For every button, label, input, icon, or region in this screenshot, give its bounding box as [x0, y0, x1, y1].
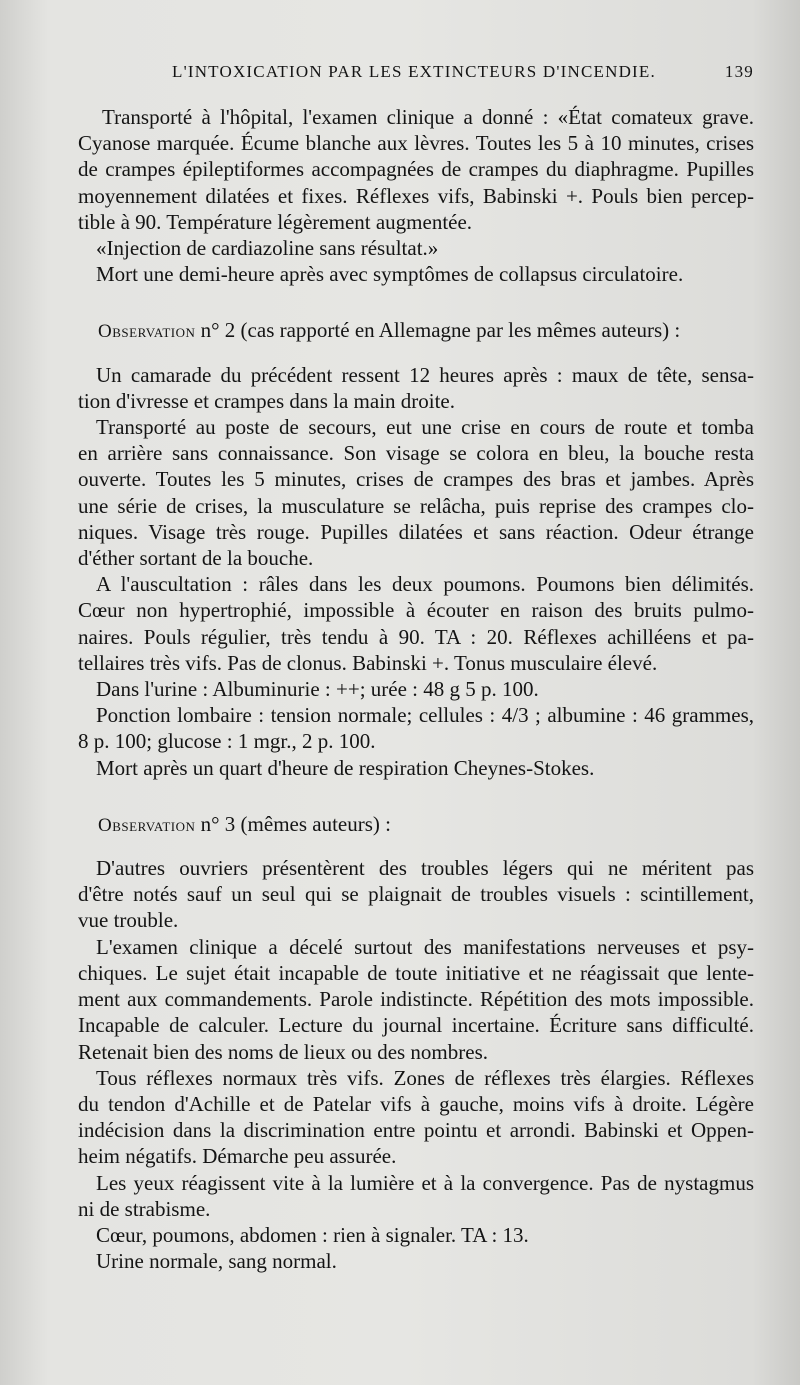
text-line: en arrière sans connaissance. Son visage se colora en bleu, la bouche resta [78, 441, 754, 466]
observation-2-heading [78, 317, 754, 345]
text-line: chiques. Le sujet était incapable de toute initiative et ne réagissait que lente- [78, 960, 754, 985]
text-line: Dans l'urine : Albuminurie : ++; urée : 48 g 5 p. 100. [96, 677, 539, 702]
text-line: «Injection de cardiazoline sans résultat.» [96, 236, 439, 261]
text-line: Transporté au poste de secours, eut une crise en cours de route et tomba [96, 415, 754, 440]
text-line: moyennement dilatées et fixes. Réflexes vifs, Babinski +. Pouls bien percep- [78, 183, 754, 208]
text-line: Urine normale, sang normal. [96, 1249, 337, 1274]
running-title: L'INTOXICATION PAR LES EXTINCTEURS D'INCENDIE. [172, 62, 656, 81]
text-line: Cyanose marquée. Écume blanche aux lèvres. Toutes les 5 à 10 minutes, crises [78, 131, 754, 156]
text-line: Tous réflexes normaux très vifs. Zones de réflexes très élargies. Réflexes [96, 1065, 754, 1090]
text-line: naires. Pouls régulier, très tendu à 90. TA : 20. Réflexes achilléens et pa- [78, 624, 754, 649]
page-number: 139 [724, 62, 754, 81]
running-head [172, 62, 754, 82]
text-line: indécision dans la discrimination entre pointu et arrondi. Babinski et Oppen- [78, 1118, 754, 1143]
observation-label: Observation [98, 321, 196, 343]
text-line: Retenait bien des noms de lieux ou des nombres. [78, 1039, 489, 1064]
observation-heading-text: n° 3 (mêmes auteurs) : [200, 811, 391, 836]
text-line: Ponction lombaire : tension normale; cellules : 4/3 ; albumine : 46 grammes, [96, 703, 754, 728]
text-line: heim négatifs. Démarche peu assurée. [78, 1144, 397, 1169]
text-line: d'être notés sauf un seul qui se plaignait de troubles visuels : scintillement, [78, 882, 754, 907]
observation-heading-text: n° 2 (cas rapporté en Allemagne par les mêmes auteurs) : [200, 318, 681, 343]
text-line: du tendon d'Achille et de Patelar vifs à gauche, moins vifs à droite. Légère [78, 1091, 754, 1116]
text-line: ouverte. Toutes les 5 minutes, crises de crampes des bras et jambes. Après [78, 467, 754, 492]
text-line: ni de strabisme. [78, 1196, 211, 1221]
text-line: tible à 90. Température légèrement augmentée. [78, 209, 473, 234]
text-line: de crampes épileptiformes accompagnées de crampes du diaphragme. Pupilles [78, 157, 754, 182]
observation-label: Observation [98, 814, 196, 836]
text-line: Mort après un quart d'heure de respiration Cheynes-Stokes. [96, 755, 595, 780]
text-line: A l'auscultation : râles dans les deux poumons. Poumons bien délimités. [96, 572, 754, 597]
text-line: tellaires très vifs. Pas de clonus. Babinski +. Tonus musculaire élevé. [78, 650, 658, 675]
text-line: Mort une demi-heure après avec symptômes de collapsus circulatoire. [96, 262, 684, 287]
text-line: ment aux commandements. Parole indistincte. Répétition des mots impossible. [78, 987, 754, 1012]
text-line: Les yeux réagissent vite à la lumière et à la convergence. Pas de nystagmus [96, 1170, 754, 1195]
text-line: vue trouble. [78, 908, 179, 933]
text-line: Cœur, poumons, abdomen : rien à signaler. TA : 13. [96, 1222, 529, 1247]
observation-3-heading [78, 811, 754, 839]
text-line: Cœur non hypertrophié, impossible à écouter en raison des bruits pulmo- [78, 598, 754, 623]
text-line: D'autres ouvriers présentèrent des troubles légers qui ne méritent pas [96, 856, 754, 881]
text-line: niques. Visage très rouge. Pupilles dilatées et sans réaction. Odeur étrange [78, 519, 754, 544]
text-line: Un camarade du précédent ressent 12 heures après : maux de tête, sensa- [96, 362, 754, 387]
body-text [78, 104, 754, 1274]
text-line: Incapable de calculer. Lecture du journal incertaine. Écriture sans difficulté. [78, 1013, 754, 1038]
text-line: Transporté à l'hôpital, l'examen clinique a donné : «État comateux grave. [102, 105, 754, 129]
text-line: une série de crises, la musculature se relâcha, puis reprise des crampes clo- [78, 493, 754, 518]
text-line: d'éther sortant de la bouche. [78, 546, 314, 571]
text-line: tion d'ivresse et crampes dans la main droite. [78, 388, 456, 413]
text-line: L'examen clinique a décelé surtout des manifestations nerveuses et psy- [96, 934, 754, 959]
text-line: 8 p. 100; glucose : 1 mgr., 2 p. 100. [78, 729, 376, 754]
